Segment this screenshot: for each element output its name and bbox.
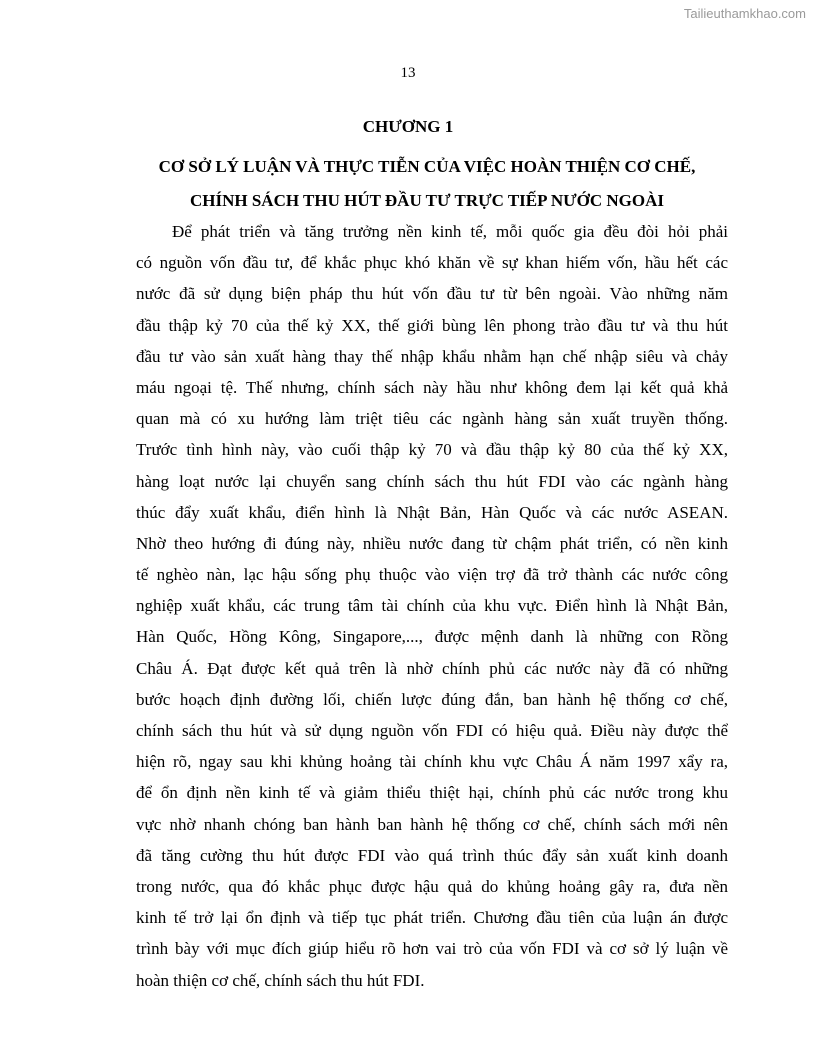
chapter-title-line: CHÍNH SÁCH THU HÚT ĐẦU TƯ TRỰC TIẾP NƯỚC NGOÀI [189, 191, 665, 210]
chapter-label: CHƯƠNG 1 [362, 117, 454, 136]
chapter-title [130, 150, 724, 218]
paragraph-line: để ổn định nền kinh tế và giảm thiểu thiệt hại, chính phủ các nước trong khu [136, 783, 728, 803]
paragraph-line: Để phát triển và tăng trưởng nền kinh tế, mỗi quốc gia đều đòi hỏi phải [172, 222, 728, 241]
paragraph-line: Châu Á. Đạt được kết quả trên là nhờ chính phủ các nước này đã có những [136, 658, 728, 678]
paragraph-line: trình bày với mục đích giúp hiểu rõ hơn vai trò của vốn FDI và cơ sở lý luận về [136, 939, 728, 959]
paragraph-line: đã tăng cường thu hút được FDI vào quá trình thúc đẩy sản xuất kinh doanh [136, 845, 728, 865]
chapter-title-line: CƠ SỞ LÝ LUẬN VÀ THỰC TIỄN CỦA VIỆC HOÀN THIỆN CƠ CHẾ, [158, 157, 696, 176]
paragraph-line: đầu tư vào sản xuất hàng thay thế nhập khẩu nhằm hạn chế nhập siêu và chảy [136, 346, 728, 366]
paragraph-line: Nhờ theo hướng đi đúng này, nhiều nước đang từ chậm phát triển, có nền kinh [136, 533, 728, 553]
paragraph-line: tế nghèo nàn, lạc hậu sống phụ thuộc vào viện trợ đã trở thành các nước công [136, 565, 728, 585]
paragraph-line: trong nước, qua đó khắc phục được hậu quả do khủng hoảng gây ra, đưa nền [136, 876, 728, 896]
body-paragraph [136, 216, 728, 996]
watermark: Tailieuthamkhao.com [683, 6, 806, 21]
paragraph-line: quan mà có xu hướng làm triệt tiêu các ngành hàng sản xuất truyền thống. [136, 409, 728, 429]
paragraph-line: nước đã sử dụng biện pháp thu hút vốn đầu tư từ bên ngoài. Vào những năm [136, 284, 728, 304]
paragraph-line: hàng loạt nước lại chuyển sang chính sách thu hút FDI vào các ngành hàng [136, 471, 728, 491]
paragraph-line: vực nhờ nhanh chóng ban hành ban hành hệ thống cơ chế, chính sách mới nên [136, 814, 728, 834]
paragraph-line: thúc đẩy xuất khẩu, điển hình là Nhật Bản, Hàn Quốc và các nước ASEAN. [136, 502, 728, 522]
paragraph-line: Hàn Quốc, Hồng Kông, Singapore,..., được mệnh danh là những con Rồng [136, 627, 728, 647]
paragraph-line: hoàn thiện cơ chế, chính sách thu hút FDI. [136, 970, 425, 990]
paragraph-line: bước hoạch định đường lối, chiến lược đúng đắn, ban hành hệ thống cơ chế, [136, 689, 728, 709]
paragraph-line: chính sách thu hút và sử dụng nguồn vốn FDI có hiệu quả. Điều này được thể [136, 721, 728, 740]
paragraph-line: Trước tình hình này, vào cuối thập kỷ 70 và đầu thập kỷ 80 của thế kỷ XX, [136, 440, 728, 460]
paragraph-line: nghiệp xuất khẩu, các trung tâm tài chính của khu vực. Điển hình là Nhật Bản, [136, 596, 728, 616]
paragraph-line: máu ngoại tệ. Thế nhưng, chính sách này hầu như không đem lại kết quả khả [136, 377, 728, 397]
paragraph-line: có nguồn vốn đầu tư, để khắc phục khó khăn về sự khan hiếm vốn, hầu hết các [136, 253, 728, 273]
paragraph-line: hiện rõ, ngay sau khi khủng hoảng tài chính khu vực Châu Á năm 1997 xẩy ra, [136, 752, 728, 772]
page-number: 13 [400, 65, 416, 81]
paragraph-line: kinh tế trở lại ổn định và tiếp tục phát triển. Chương đầu tiên của luận án được [136, 908, 728, 928]
paragraph-line: đầu thập kỷ 70 của thế kỷ XX, thế giới bùng lên phong trào đầu tư và thu hút [136, 315, 728, 335]
